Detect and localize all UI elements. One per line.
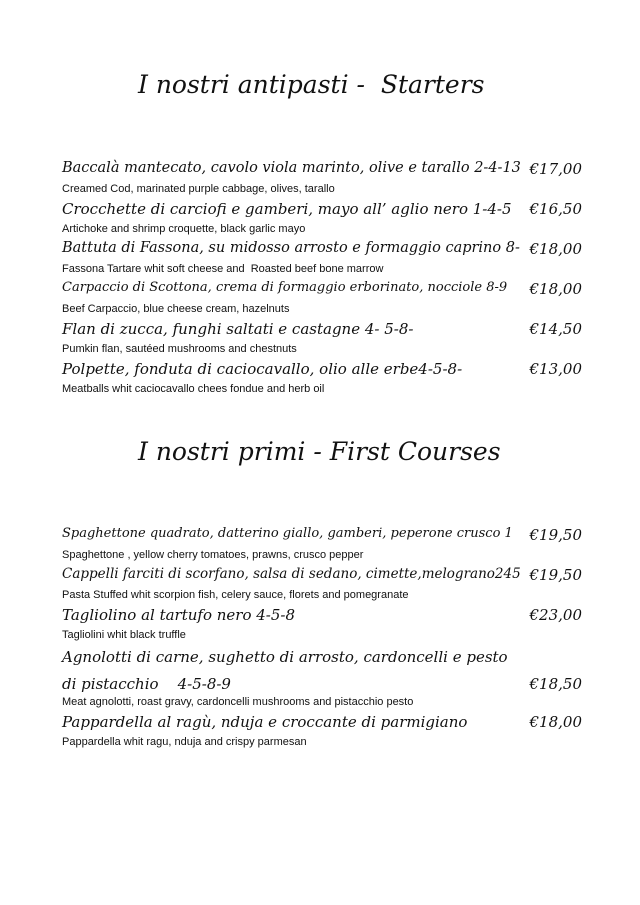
dish-name: Carpaccio di Scottona, crema di formaggio erborinato, nocciole 8-9 [62,280,508,295]
dish-price: €19,50 [529,566,582,584]
dish-name: Tagliolino al tartufo nero 4-5-8 [62,606,296,624]
dish-description: Meatballs whit caciocavallo chees fondue and herb oil [62,383,325,395]
first-courses-heading: I nostri primi - First Courses [138,437,501,466]
dish-name: Crocchette di carciofi e gamberi, mayo all’ aglio nero 1-4-5 [62,200,512,218]
dish-description: Tagliolini whit black truffle [62,629,186,641]
dish-price: €23,00 [529,606,582,624]
dish-price: €13,00 [529,360,582,378]
dish-name: Cappelli farciti di scorfano, salsa di sedano, cimette,melograno245 [62,566,521,582]
dish-description: Artichoke and shrimp croquette, black garlic mayo [62,223,306,235]
dish-name: Baccalà mantecato, cavolo viola marinto, olive e tarallo 2-4-13 [62,160,521,176]
dish-price: €16,50 [529,200,582,218]
dish-description: Meat agnolotti, roast gravy, cardoncelli mushrooms and pistacchio pesto [62,696,414,708]
dish-price: €14,50 [529,320,582,338]
starters-heading: I nostri antipasti - Starters [138,70,485,99]
dish-price: €18,00 [529,240,582,258]
dish-price: €17,00 [529,160,582,178]
dish-name: Spaghettone quadrato, datterino giallo, gamberi, peperone crusco 1 [62,526,513,541]
dish-price: €18,00 [529,280,582,298]
dish-description: Pasta Stuffed whit scorpion fish, celery sauce, florets and pomegranate [62,589,409,601]
dish-description: Pumkin flan, sautéed mushrooms and chestnuts [62,343,297,355]
dish-name: Pappardella al ragù, nduja e croccante di parmigiano [62,713,468,731]
dish-name-continued: di pistacchio 4-5-8-9 [62,675,231,693]
dish-name: Battuta di Fassona, su midosso arrosto e formaggio caprino 8- [62,240,520,256]
dish-description: Beef Carpaccio, blue cheese cream, hazelnuts [62,303,290,315]
dish-description: Creamed Cod, marinated purple cabbage, olives, tarallo [62,183,335,195]
dish-description: Pappardella whit ragu, nduja and crispy parmesan [62,736,307,748]
dish-description: Fassona Tartare whit soft cheese and Roasted beef bone marrow [62,263,384,275]
dish-name: Agnolotti di carne, sughetto di arrosto, cardoncelli e pesto [62,648,508,666]
dish-name: Polpette, fonduta di caciocavallo, olio alle erbe4-5-8- [62,360,463,378]
dish-price: €19,50 [529,526,582,544]
dish-name: Flan di zucca, funghi saltati e castagne 4- 5-8- [62,320,414,338]
dish-price: €18,50 [529,675,582,693]
dish-description: Spaghettone , yellow cherry tomatoes, prawns, crusco pepper [62,549,364,561]
dish-price: €18,00 [529,713,582,731]
